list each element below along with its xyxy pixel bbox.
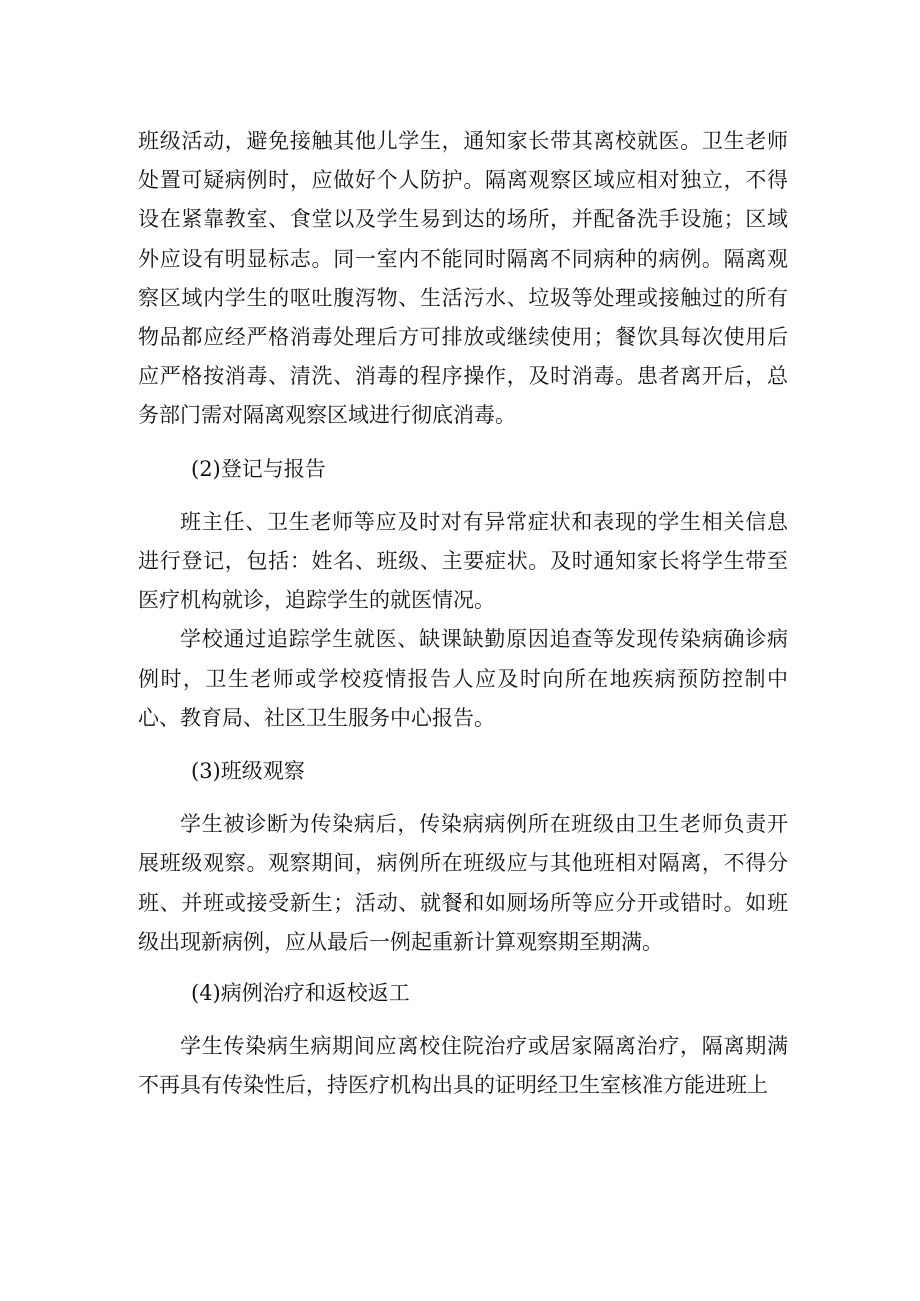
paragraph-reporting: 学校通过追踪学生就医、缺课缺勤原因追查等发现传染病确诊病例时，卫生老师或学校疫情报告人应及时向所在地疾病预防控制中心、教育局、社区卫生服务中心报告。 — [138, 627, 788, 730]
spacer — [138, 489, 788, 503]
spacer — [138, 791, 788, 805]
document-page — [138, 122, 788, 1106]
paragraph-treatment-return: 学生传染病生病期间应离校住院治疗或居家隔离治疗，隔离期满不再具有传染性后，持医疗机构出具的证明经卫生室核准方能进班上 — [138, 1034, 788, 1098]
spacer — [138, 962, 788, 974]
spacer — [138, 1013, 788, 1027]
paragraph-registration: 班主任、卫生老师等应及时对有异常症状和表现的学生相关信息进行登记，包括：姓名、班级、主要症状。及时通知家长将学生带至医疗机构就诊，追踪学生的就医情况。 — [138, 509, 788, 613]
section-heading-treatment-return: (4)病例治疗和返校返工 — [191, 981, 410, 1006]
paragraph-class-observation: 学生被诊断为传染病后，传染病病例所在班级由卫生老师负责开展班级观察。观察期间，病例所在班级应与其他班相对隔离，不得分班、并班或接受新生；活动、就餐和如厕场所等应分开或错时。如班级出现新病例，应从最后一例起重新计算观察期至期满。 — [138, 812, 788, 954]
section-heading-class-observation: (3)班级观察 — [191, 759, 305, 784]
spacer — [138, 738, 788, 752]
spacer — [138, 436, 788, 450]
section-heading-registration-report: (2)登记与报告 — [191, 456, 326, 481]
paragraph-isolation-observation: 班级活动，避免接触其他儿学生，通知家长带其离校就医。卫生老师处置可疑病例时，应做好个人防护。隔离观察区域应相对独立，不得设在紧靠教室、食堂以及学生易到达的场所，并配备洗手设施；区域外应设有明显标志。同一室内不能同时隔离不同病种的病例。隔离观察区域内学生的呕吐腹泻物、生活污水、垃圾等处理或接触过的所有物品都应经严格消毒处理后方可排放或继续使用；餐饮具每次使用后应严格按消毒、清洗、消毒的程序操作，及时消毒。患者离开后，总务部门需对隔离观察区域进行彻底消毒。 — [138, 129, 788, 428]
